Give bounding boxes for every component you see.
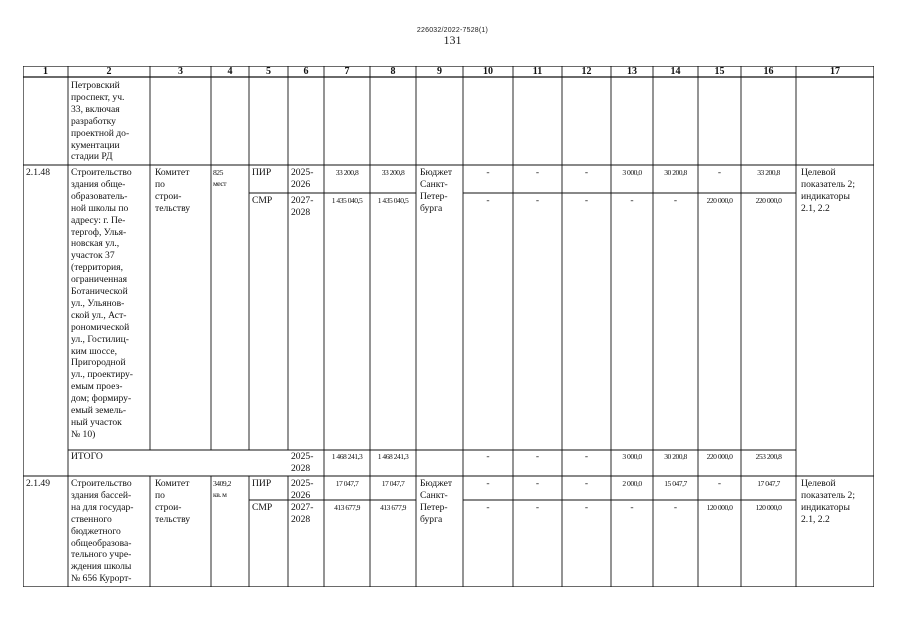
item-name-line: емым проез- bbox=[71, 381, 123, 393]
capacity-line: 825 bbox=[213, 168, 223, 177]
total-budget: 1 468 241,3 bbox=[377, 452, 409, 461]
item-name-line: новская ул., bbox=[71, 238, 120, 250]
value-budget: 413 677,9 bbox=[380, 503, 406, 512]
funding-line: Санкт- bbox=[420, 178, 448, 190]
value-c12: - bbox=[584, 502, 589, 513]
customer-line: тельству bbox=[155, 513, 191, 525]
value-c13: 2 000,0 bbox=[622, 479, 642, 488]
funding-line: Бюджет bbox=[420, 167, 453, 178]
header-cell-5: 5 bbox=[266, 65, 271, 77]
continued-name-line: 33, включая bbox=[71, 103, 120, 115]
continued-name-line: проектной до- bbox=[71, 127, 130, 139]
header-cell-17: 17 bbox=[830, 65, 840, 77]
header-cell-14: 14 bbox=[670, 65, 681, 77]
header-cell-3: 3 bbox=[178, 65, 183, 77]
target-line: 2.1, 2.2 bbox=[801, 202, 830, 214]
value-c11: - bbox=[535, 502, 540, 513]
item-name-line: № 10) bbox=[71, 428, 96, 440]
item-name-line: здания обще- bbox=[71, 178, 126, 190]
item-code: 2.1.49 bbox=[26, 478, 50, 489]
capacity-line: 3409,2 bbox=[213, 479, 231, 488]
period-line: 2025- bbox=[291, 478, 314, 489]
value-c15: 120 000,0 bbox=[706, 503, 733, 512]
header-cell-6: 6 bbox=[303, 65, 309, 77]
item-name-line: ждения школы bbox=[71, 561, 132, 573]
item-name-line: на для государ- bbox=[71, 501, 134, 513]
header-cell-4: 4 bbox=[227, 65, 233, 77]
total-label: ИТОГО bbox=[71, 451, 103, 462]
value-c16: 33 200,8 bbox=[757, 168, 780, 177]
header-cell-16: 16 bbox=[763, 65, 774, 77]
value-total: 17 047,7 bbox=[335, 479, 359, 488]
item-name-line: участок 37 bbox=[71, 250, 115, 262]
value-total: 33 200,8 bbox=[335, 168, 359, 177]
value-c12: - bbox=[584, 195, 589, 206]
value-c16: 17 047,7 bbox=[757, 479, 780, 488]
item-name-line: рономической bbox=[71, 321, 130, 333]
item-name-line: ской ул., Аст- bbox=[71, 309, 127, 321]
funding-line: бурга bbox=[420, 202, 443, 214]
continued-name-line: разработку bbox=[71, 115, 116, 127]
header-cell-1: 1 bbox=[43, 65, 48, 77]
target-line: показатель 2; bbox=[801, 178, 855, 190]
value-c11: - bbox=[535, 167, 540, 178]
total-period-line: 2028 bbox=[291, 462, 311, 474]
funding-line: Петер- bbox=[420, 501, 448, 513]
value-budget: 1 435 040,5 bbox=[377, 196, 409, 205]
header-cell-15: 15 bbox=[714, 65, 725, 77]
customer-line: по bbox=[155, 178, 165, 190]
header-cell-11: 11 bbox=[532, 65, 543, 77]
item-code: 2.1.48 bbox=[26, 167, 50, 178]
period-line: 2028 bbox=[291, 206, 311, 218]
value-c14: 30 200,8 bbox=[664, 168, 687, 177]
item-name-line: (территория, bbox=[71, 262, 123, 274]
value-c13: - bbox=[630, 502, 634, 513]
period-line: 2027- bbox=[291, 195, 314, 206]
stage-label: СМР bbox=[252, 502, 273, 513]
total-c16: 253 200,8 bbox=[755, 452, 782, 461]
item-name-line: ной школы по bbox=[71, 202, 129, 214]
value-total: 1 435 040,5 bbox=[331, 196, 363, 205]
item-name-line: образователь- bbox=[71, 190, 128, 202]
item-name-line: Пригородной bbox=[71, 357, 126, 369]
total-c15: 220 000,0 bbox=[706, 452, 733, 461]
item-name-line: ул., проектиру- bbox=[71, 369, 133, 381]
target-line: 2.1, 2.2 bbox=[801, 513, 830, 525]
item-name-line: ственного bbox=[71, 513, 112, 525]
value-c16: 220 000,0 bbox=[755, 196, 782, 205]
item-name-line: ким шоссе, bbox=[71, 345, 117, 357]
total-total: 1 468 241,3 bbox=[331, 452, 363, 461]
capacity-line: кв. м bbox=[213, 490, 227, 499]
value-c13: - bbox=[630, 195, 634, 206]
value-c10: - bbox=[486, 195, 490, 206]
item-name-line: ул., Ульянов- bbox=[71, 297, 125, 309]
item-name-line: ул., Гостилиц- bbox=[71, 333, 129, 345]
value-c10: - bbox=[486, 167, 490, 178]
funding-line: бурга bbox=[420, 513, 443, 525]
stage-label: ПИР bbox=[252, 167, 272, 178]
target-line: показатель 2; bbox=[801, 489, 855, 501]
header-cell-2: 2 bbox=[106, 65, 112, 77]
value-c10: - bbox=[486, 502, 490, 513]
document-stamp: 226032/2022-7528(1) bbox=[416, 27, 489, 34]
header-cell-8: 8 bbox=[390, 65, 396, 77]
value-c12: - bbox=[584, 478, 589, 489]
value-budget: 33 200,8 bbox=[381, 168, 405, 177]
stage-label: СМР bbox=[252, 195, 273, 206]
continued-name-line: Петровский bbox=[71, 80, 120, 91]
target-line: Целевой bbox=[801, 167, 836, 178]
customer-line: строи- bbox=[155, 501, 182, 513]
item-name-line: общеобразова- bbox=[71, 537, 132, 549]
value-budget: 17 047,7 bbox=[381, 479, 405, 488]
value-c16: 120 000,0 bbox=[755, 503, 782, 512]
header-cell-7: 7 bbox=[344, 65, 350, 77]
target-line: Целевой bbox=[801, 478, 836, 489]
header-cell-10: 10 bbox=[483, 65, 493, 77]
item-name-line: дом; формиру- bbox=[71, 393, 132, 405]
period-line: 2026 bbox=[291, 178, 311, 190]
item-name-line: адресу: г. Пе- bbox=[71, 214, 126, 226]
period-line: 2027- bbox=[291, 502, 314, 513]
customer-line: тельству bbox=[155, 202, 191, 214]
funding-line: Петер- bbox=[420, 190, 448, 202]
value-c15: - bbox=[717, 478, 722, 489]
continued-name-line: проспект, уч. bbox=[71, 91, 125, 103]
value-c14: - bbox=[673, 502, 678, 513]
value-total: 413 677,9 bbox=[334, 503, 360, 512]
target-line: индикаторы bbox=[801, 501, 850, 513]
total-c14: 30 200,8 bbox=[664, 452, 687, 461]
item-name-line: ный участок bbox=[71, 416, 122, 428]
value-c15: - bbox=[717, 167, 722, 178]
value-c14: - bbox=[673, 195, 678, 206]
funding-line: Бюджет bbox=[420, 478, 453, 489]
item-name-line: здания бассей- bbox=[71, 489, 132, 501]
program-table bbox=[23, 66, 874, 587]
header-cell-13: 13 bbox=[627, 65, 637, 77]
continued-name-line: кументации bbox=[71, 139, 120, 151]
value-c12: - bbox=[584, 167, 589, 178]
capacity-line: мест bbox=[213, 179, 227, 188]
item-name-line: тергоф, Улья- bbox=[71, 226, 127, 238]
value-c13: 3 000,0 bbox=[622, 168, 642, 177]
customer-line: строи- bbox=[155, 190, 182, 202]
value-c14: 15 047,7 bbox=[664, 479, 687, 488]
stage-label: ПИР bbox=[252, 478, 272, 489]
value-c10: - bbox=[486, 478, 490, 489]
item-name-line: бюджетного bbox=[71, 525, 121, 537]
value-c15: 220 000,0 bbox=[706, 196, 733, 205]
continued-name-line: стадии РД bbox=[71, 151, 113, 163]
item-name-line: Ботанической bbox=[71, 286, 128, 297]
period-line: 2025- bbox=[291, 167, 314, 178]
value-c11: - bbox=[535, 195, 540, 206]
value-c11: - bbox=[535, 478, 540, 489]
total-period-line: 2025- bbox=[291, 451, 314, 462]
total-c12: - bbox=[584, 451, 589, 462]
header-cell-12: 12 bbox=[581, 65, 592, 77]
item-name-line: № 656 Курорт- bbox=[71, 573, 132, 585]
total-c13: 3 000,0 bbox=[622, 452, 642, 461]
total-c10: - bbox=[486, 451, 490, 462]
page-number: 131 bbox=[443, 33, 462, 47]
item-name-line: Строительство bbox=[71, 167, 132, 178]
item-name-line: ограниченная bbox=[71, 274, 128, 286]
funding-line: Санкт- bbox=[420, 489, 448, 501]
customer-line: по bbox=[155, 489, 165, 501]
item-name-line: тельного учре- bbox=[71, 549, 132, 561]
item-name-line: Строительство bbox=[71, 478, 132, 489]
header-cell-9: 9 bbox=[437, 65, 442, 77]
item-name-line: емый земель- bbox=[71, 405, 127, 416]
period-line: 2028 bbox=[291, 513, 311, 525]
customer-line: Комитет bbox=[155, 167, 190, 178]
customer-line: Комитет bbox=[155, 478, 190, 489]
target-line: индикаторы bbox=[801, 190, 850, 202]
total-c11: - bbox=[535, 451, 540, 462]
period-line: 2026 bbox=[291, 489, 311, 501]
